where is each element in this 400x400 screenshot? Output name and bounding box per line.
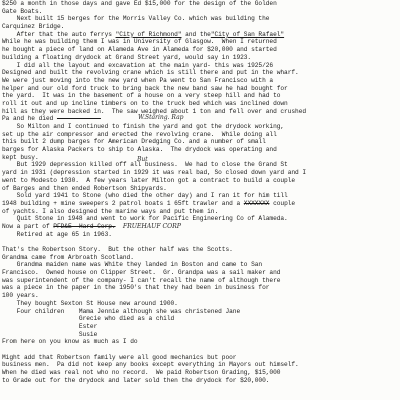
text-line: [2, 108, 398, 116]
text-segment: Grandma came from Arbroath Scotland.: [2, 253, 134, 261]
text-segment: $250 a month in those days and gave Ed $15,000 for the design of the Golden: [2, 0, 277, 7]
text-line: [2, 231, 398, 239]
text-line: [2, 354, 398, 362]
text-segment: [116, 223, 123, 230]
text-line: [2, 200, 398, 208]
text-segment: to Grade out for the drydock and later sold then the drydock for $20,000.: [2, 376, 270, 384]
text-line: [2, 331, 398, 339]
text-segment: Sold yard 1941 to Stone (who died the other day) and I ran it for him till: [2, 192, 288, 200]
text-segment: I did all the layout and excavation at the main yard- this was 1925/26: [2, 61, 274, 69]
text-segment: went to Modesto 1930. A few years later Milton got a contract to build a couple: [2, 176, 296, 184]
text-segment: kept busy.: [2, 153, 39, 161]
text-line: [2, 0, 398, 8]
text-line: [2, 46, 398, 54]
text-line: [2, 69, 398, 77]
text-line: [2, 54, 398, 62]
text-segment: Retired at age 65 in 1963.: [2, 230, 112, 238]
text-line: [2, 277, 398, 285]
text-line: [2, 308, 398, 316]
text-segment: barges for Alaska Packers to ship to Alaska. The drydock was operating and: [2, 146, 277, 154]
text-segment: Pa and he died: [2, 115, 57, 123]
text-segment: was a piece in the paper in the 1950's that they had been in business for: [2, 284, 270, 292]
text-line: [2, 169, 398, 177]
text-line: [2, 146, 398, 154]
text-line: [2, 31, 398, 39]
text-line: [2, 246, 398, 254]
text-line: [2, 77, 398, 85]
text-segment: 1948 building + mine sweepers 2 patrol boats 1 65ft trawler and a: [2, 199, 244, 207]
text-segment: yard in 1931 (depression started in 1929 it was real bad, So closed down yard and I: [2, 169, 307, 177]
text-line: [2, 131, 398, 139]
text-line: [2, 346, 398, 354]
text-segment: roll it out and up incline timbers on to the truck bed which was inclined down: [2, 99, 288, 107]
handwritten-insert: But: [137, 156, 148, 163]
underlined-text: "City of San Rafael": [210, 30, 285, 38]
text-line: [2, 215, 398, 223]
text-segment: Next built 15 berges for the Morris Valley Co. which was building the: [2, 15, 270, 23]
text-segment: [2, 238, 6, 245]
text-segment: the yard. It was in the basement of a house on a very steep hill and had to: [2, 92, 281, 100]
text-segment: Now a part of: [2, 222, 54, 230]
text-segment: From here on you know as much as I do: [2, 338, 138, 346]
text-line: [2, 100, 398, 108]
text-segment: business men. Pa did not keep any books except everything in Mayors out himself.: [2, 361, 299, 369]
text-segment: helper and our old ford truck to bring back the new band saw he had bought for: [2, 84, 288, 92]
text-line: [2, 8, 398, 16]
text-line: [2, 177, 398, 185]
text-line: [2, 323, 398, 331]
text-segment: Grecie who died as a child: [2, 315, 175, 323]
text-line: [2, 254, 398, 262]
text-line: [2, 223, 398, 231]
text-segment: We were just moving into the new yard when Pa went to San Francisco with a: [2, 76, 274, 84]
text-segment: Quit Stone in 1948 and went to work for Pacific Engineering Co of Alameda.: [2, 215, 288, 223]
struck-out-text: PFD&E Hard Corp.: [53, 222, 116, 230]
text-line: [2, 238, 398, 246]
text-line: [2, 15, 398, 23]
text-segment: building a floating drydock at Grand Street yard, would say in 1923.: [2, 53, 252, 61]
text-line: [2, 92, 398, 100]
text-segment: Susie: [2, 330, 98, 338]
letter-body: [2, 0, 398, 384]
text-segment: That's the Robertson Story. But the other half was the Scotts.: [2, 246, 233, 253]
text-segment: 100 years.: [2, 292, 39, 300]
handwritten-insert: W.Staring. Rap: [138, 114, 184, 121]
text-segment: But 1929 depression killed off all business. We had to close the Grand St: [2, 161, 288, 169]
text-segment: Four children Mama Jennie although she was christened Jane: [2, 307, 241, 315]
struck-out-text: [57, 115, 101, 122]
text-line: [2, 38, 398, 46]
text-segment: Francisco. Owned house on Clipper Street. Gr. Grandpa was a sail maker and: [2, 269, 281, 277]
text-segment: Designed and built the revolving crane which is still there and put in the wharf.: [2, 69, 299, 77]
text-segment: Might add that Robertson family were all good mechanics but poor: [2, 353, 237, 361]
text-segment: They bought Sexton St House new around 1900.: [2, 299, 178, 307]
text-segment: Grandma maiden name was White they landed in Boston and came to San: [2, 261, 263, 269]
text-segment: couple: [269, 199, 296, 207]
text-segment: of yachts. I also designed the marine ways and put them in.: [2, 207, 219, 215]
underlined-text: "City of Richmond": [115, 30, 182, 38]
text-segment: So Milton and I continued to finish the yard and got the drydock working,: [2, 123, 285, 130]
text-line: [2, 269, 398, 277]
text-line: [2, 377, 398, 385]
text-line: [2, 161, 398, 169]
text-line: [2, 185, 398, 193]
text-line: [2, 284, 398, 292]
text-line: [2, 261, 398, 269]
text-line: [2, 361, 398, 369]
text-segment: he bought a piece of land on Alameda Ave in Alameda for $20,000 and started: [2, 46, 277, 54]
text-segment: of Barges and then ended Robertson Shipyards.: [2, 184, 167, 192]
text-segment: Carquinez Bridge.: [2, 23, 65, 31]
text-line: [2, 115, 398, 123]
text-line: [2, 123, 398, 131]
text-segment: set up the air compressor and erected the revolving crane. While doing all: [2, 130, 277, 138]
text-segment: and the: [181, 30, 211, 38]
text-segment: was superintendent of the company- I can't recall the name of although there: [2, 276, 281, 284]
text-line: [2, 315, 398, 323]
text-line: [2, 192, 398, 200]
text-segment: this built 2 dump barges for American Dredging Co. and a number of small: [2, 138, 266, 146]
text-line: [2, 338, 398, 346]
text-segment: hill as they were backed in. The saw weighed about 1 ton and fell over and crushed: [2, 107, 307, 115]
text-line: [2, 369, 398, 377]
struck-out-text: XXXXXXX: [243, 199, 270, 207]
text-line: [2, 23, 398, 31]
text-segment: When he died was real not who no record. We paid Robertson Grading, $15,000: [2, 369, 281, 376]
text-line: [2, 138, 398, 146]
text-segment: While he was building them I was in University of Glasgow. When I returned: [2, 38, 277, 46]
text-line: [2, 62, 398, 70]
text-segment: Ester: [2, 322, 98, 330]
text-line: [2, 300, 398, 308]
text-segment: After that the auto ferrys: [2, 30, 116, 38]
text-segment: [2, 346, 6, 353]
handwritten-correction: FRUEHAUF CORP: [122, 222, 181, 230]
text-segment: Gate Boats.: [2, 7, 43, 15]
text-line: [2, 292, 398, 300]
text-line: [2, 208, 398, 216]
text-line: [2, 85, 398, 93]
text-line: [2, 154, 398, 162]
